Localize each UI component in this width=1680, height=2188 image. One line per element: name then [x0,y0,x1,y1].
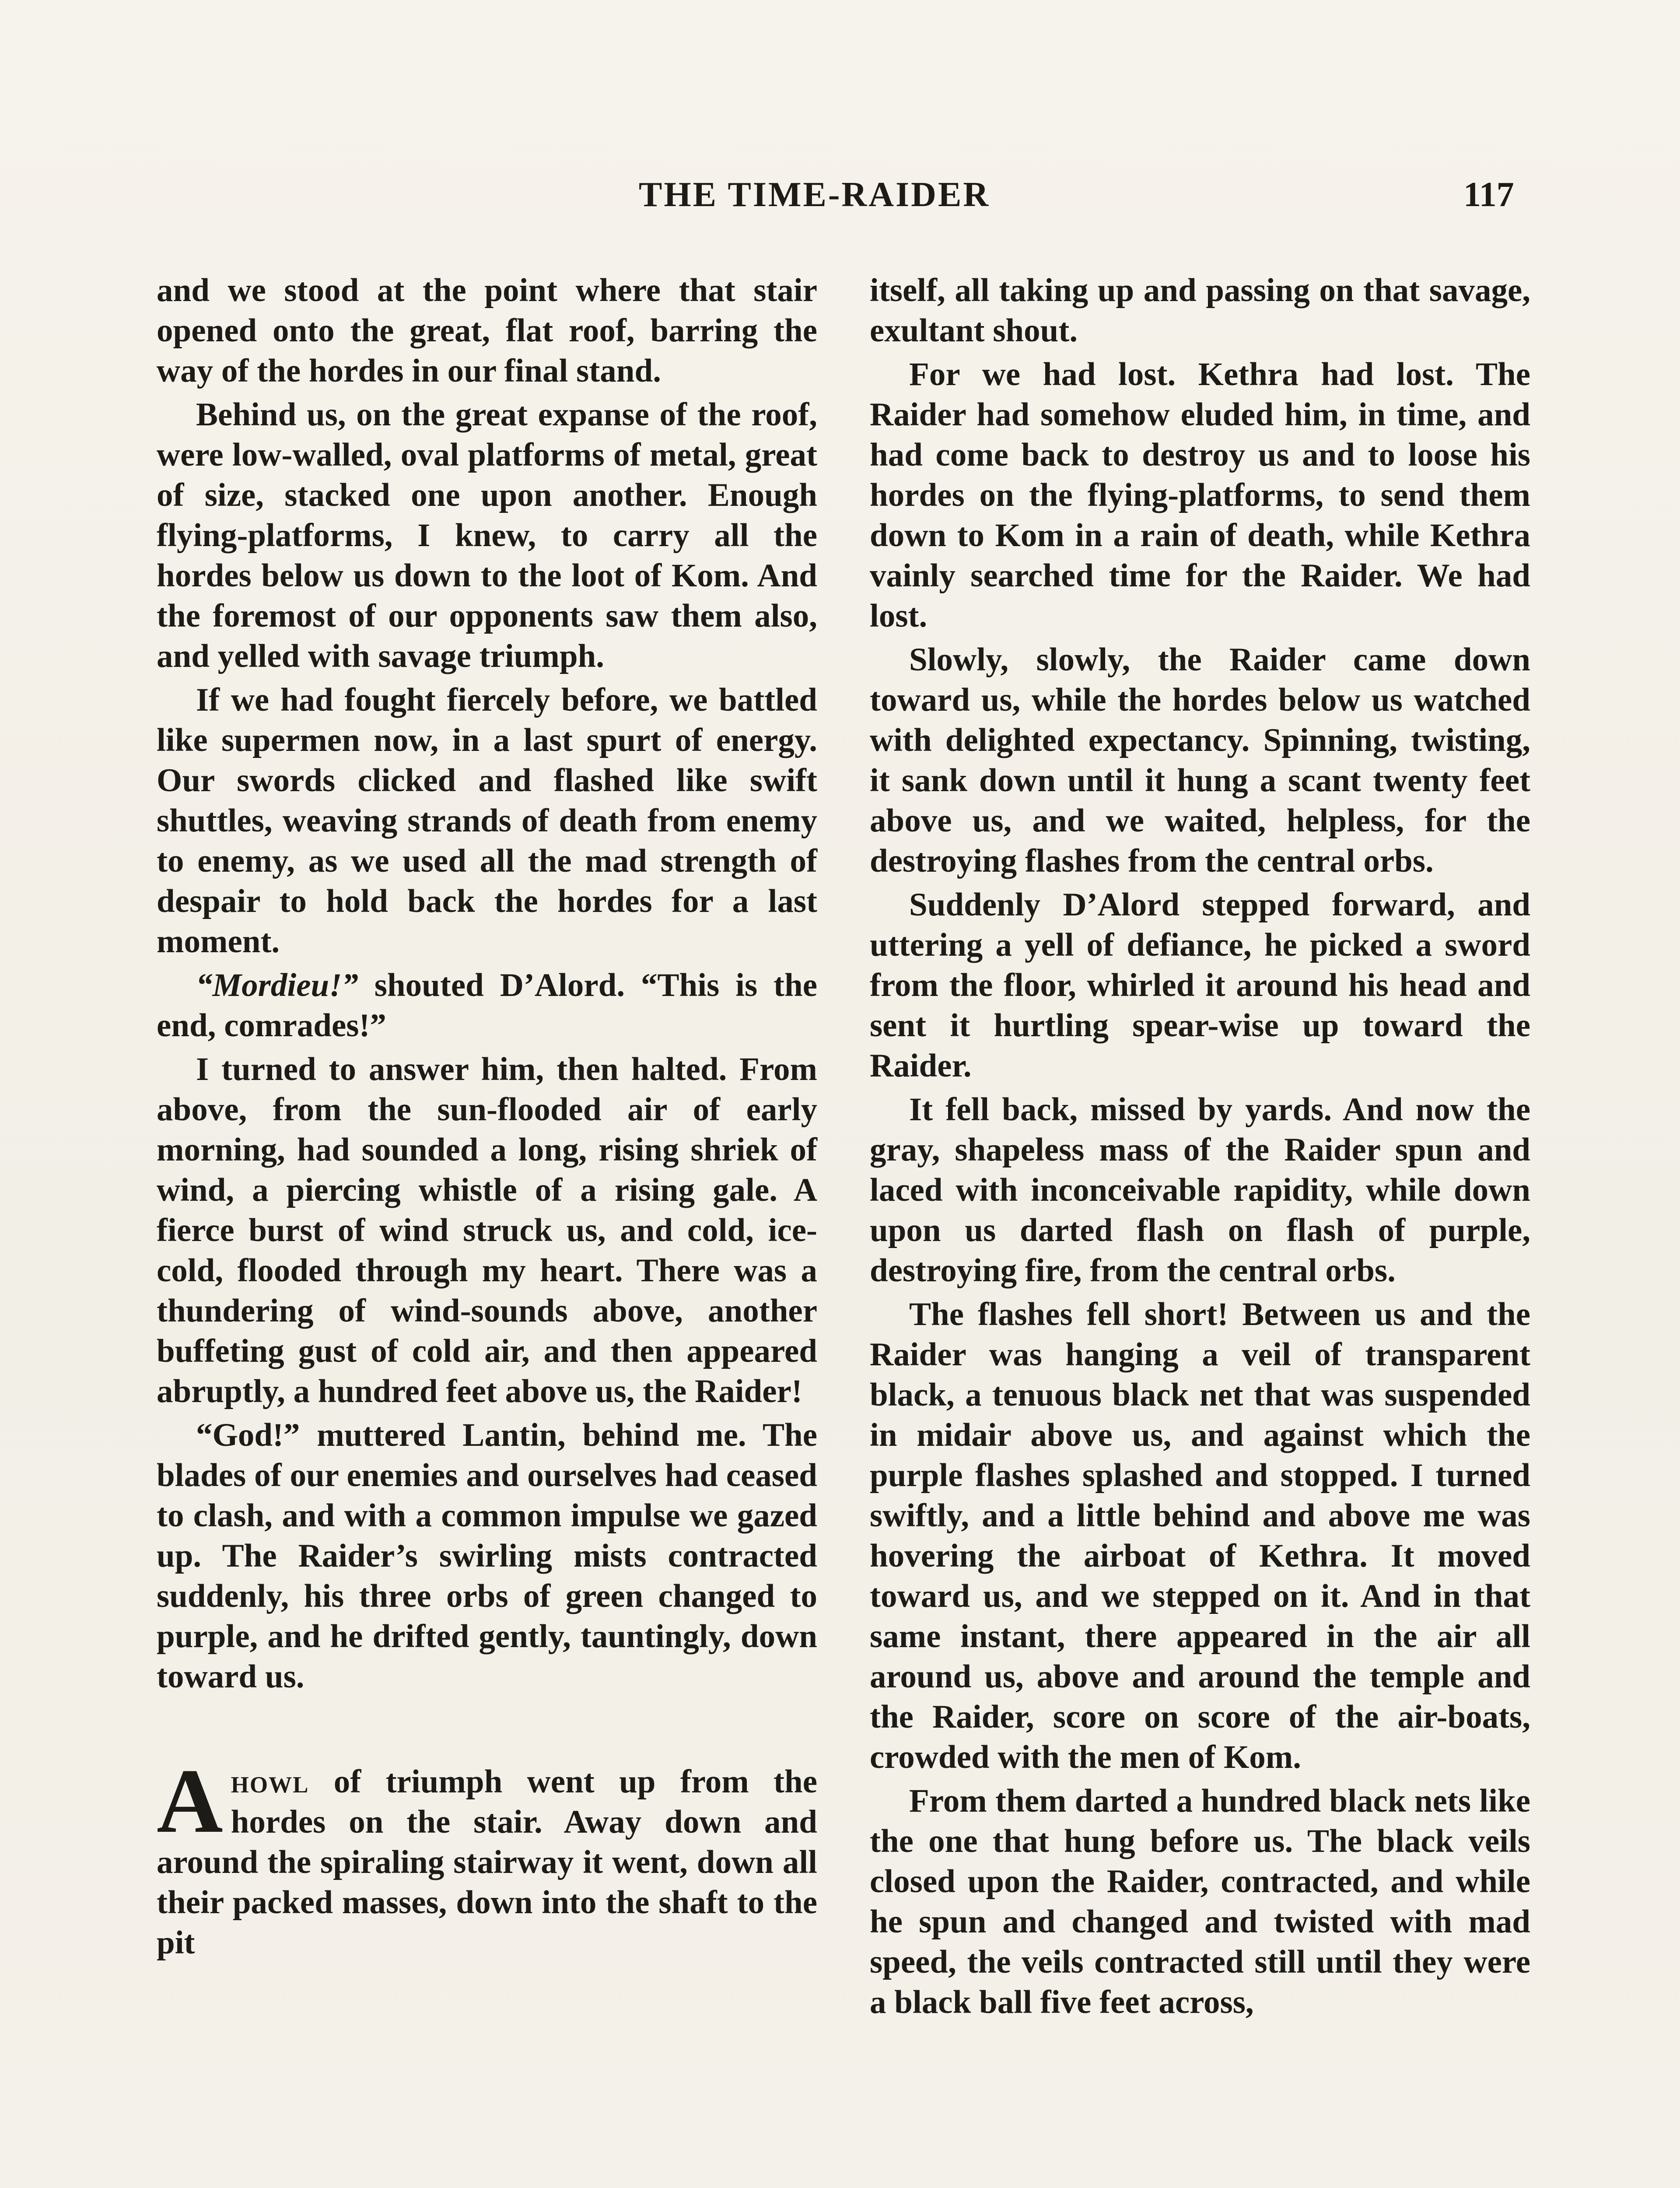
paragraph: Slowly, slowly, the Raider came down toward us, while the hordes below us watched with delighted expectancy. Spinning, twisting, it sank down until it hung a scant twenty feet above us, and we waited, helpless, for the destroying flashes from the central orbs. [870,642,1530,879]
paragraph: For we had lost. Kethra had lost. The Raider had somehow eluded him, in time, and had come back to destroy us and to loose his hordes on the flying-platforms, to send them down to Kom in a rain of death, while Kethra vainly searched time for the Raider. We had lost. [870,356,1530,634]
running-header [0,175,1680,223]
running-title: THE TIME-RAIDER [639,175,990,214]
left-column [157,270,817,1967]
paragraph: The flashes fell short! Between us and the Raider was hanging a veil of transparent black, a tenuous black net that was suspended in midair above us, and against which the purple flashes splashed and stopped. I turned swiftly, and a little behind and above me was hovering the airboat of Kethra. It moved toward us, and we stepped on it. And in that same instant, there appeared in the air all around us, above and around the temple and the Raider, score on score of the air-boats, crowded with the men of Kom. [870,1296,1530,1775]
paragraph: From them darted a hundred black nets like the one that hung before us. The black veils closed upon the Raider, contracted, and while he spun and changed and twisted with mad speed, the veils contracted still until they were a black ball five feet across, [870,1783,1530,2020]
paragraph: I turned to answer him, then halted. From above, from the sun-flooded air of early morning, had sounded a long, rising shriek of wind, a piercing whistle of a rising gale. A fierce burst of wind struck us, and cold, ice-cold, flooded through my heart. There was a thundering of wind-sounds above, another buffeting gust of cold air, and then appeared abruptly, a hundred feet above us, the Raider! [157,1051,817,1410]
page-number: 117 [1463,175,1514,214]
paragraph: and we stood at the point where that stair opened onto the great, flat roof, barring the way of the hordes in our final stand. [157,272,817,389]
paragraph: “God!” muttered Lantin, behind me. The blades of our enemies and ourselves had ceased to clash, and with a common impulse we gazed up. The Raider’s swirling mists contracted suddenly, his three orbs of green changed to purple, and he drifted gently, tauntingly, down toward us. [157,1417,817,1695]
paragraph [157,965,817,1046]
paragraph: It fell back, missed by yards. And now the gray, shapeless mass of the Raider spun and laced with inconceivable rapidity, while down upon us darted flash on flash of purple, destroying fire, from the central orbs. [870,1091,1530,1289]
paragraph [157,1750,817,1963]
paragraph: itself, all taking up and passing on that savage, exultant shout. [870,272,1530,349]
italic-exclamation: “Mordieu!” [196,967,358,1003]
paragraph-text: of triumph went up from the hordes on the stair. Away down and around the spiraling stairway it went, down all their packed masses, down into the shaft to the pit [157,1764,817,1961]
paragraph-text: shouted D’Alord. “This is the end, comrades!” [157,967,817,1044]
paragraph: Suddenly D’Alord stepped forward, and uttering a yell of defiance, he picked a sword from the floor, whirled it around his head and sent it hurtling spear-wise up toward the Raider. [870,887,1530,1084]
paragraph: If we had fought fiercely before, we battled like supermen now, in a last spurt of energy. Our swords clicked and flashed like swift shuttles, weaving strands of death from enemy to enemy, as we used all the mad strength of despair to hold back the hordes for a last moment. [157,682,817,960]
small-caps-word: howl [231,1764,309,1800]
section-break [157,1701,817,1762]
drop-cap: A [157,1750,223,1852]
paragraph: Behind us, on the great expanse of the roof, were low-walled, oval platforms of metal, great of size, stacked one upon another. Enough flying-platforms, I knew, to carry all the hordes below us down to the loot of Kom. And the foremost of our opponents saw them also, and yelled with savage triumph. [157,396,817,674]
right-column [870,270,1530,2026]
